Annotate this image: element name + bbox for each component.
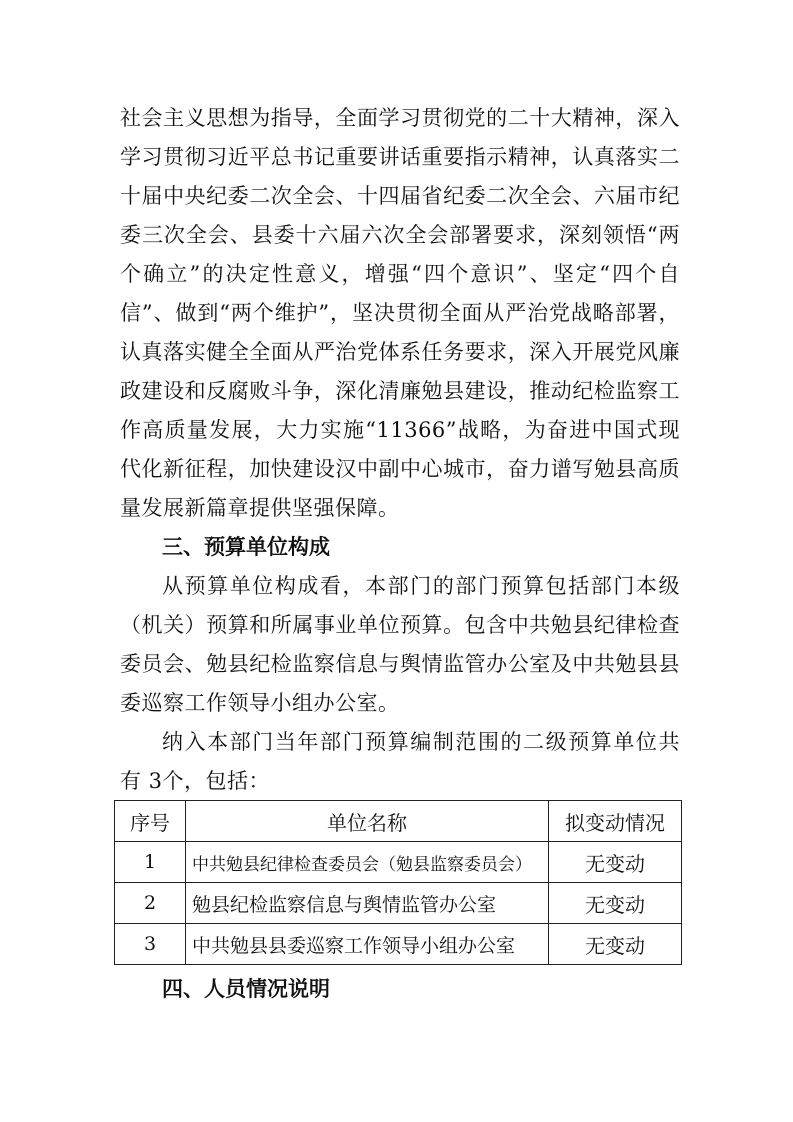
row-number: 3 <box>115 924 186 965</box>
table-row <box>115 924 682 965</box>
paragraph-line: 代化新征程，加快建设汉中副中心城市，奋力谱写勉县高质 <box>120 457 680 481</box>
table-row <box>115 883 682 924</box>
paragraph-line: 委巡察工作领导小组办公室。 <box>120 691 400 715</box>
paragraph-line: 十届中央纪委二次全会、十四届省纪委二次全会、六届市纪 <box>120 184 680 208</box>
paragraph-line: 作高质量发展，大力实施“11366”战略，为奋进中国式现 <box>120 418 680 442</box>
row-number: 1 <box>115 842 186 883</box>
paragraph-line: 量发展新篇章提供坚强保障。 <box>120 496 400 520</box>
paragraph-line: （机关）预算和所属事业单位预算。包含中共勉县纪律检查 <box>120 613 680 637</box>
paragraph-line: 认真落实健全全面从严治党体系任务要求，深入开展党风廉 <box>120 340 680 364</box>
paragraph-line: 信”、做到“两个维护”，坚决贯彻全面从严治党战略部署， <box>120 301 680 325</box>
column-header-number: 序号 <box>115 801 186 842</box>
row-number: 2 <box>115 883 186 924</box>
paragraph-line: 学习贯彻习近平总书记重要讲话重要指示精神，认真落实二 <box>120 145 680 169</box>
paragraph-line: 从预算单位构成看，本部门的部门预算包括部门本级 <box>162 574 680 598</box>
table-header-row <box>115 801 682 842</box>
change-status: 无变动 <box>549 842 682 883</box>
paragraph-line: 委员会、勉县纪检监察信息与舆情监管办公室及中共勉县县 <box>120 652 680 676</box>
budget-units-table <box>114 800 682 965</box>
section-heading: 三、预算单位构成 <box>162 535 330 559</box>
change-status: 无变动 <box>549 924 682 965</box>
paragraph-line: 政建设和反腐败斗争，深化清廉勉县建设，推动纪检监察工 <box>120 379 680 403</box>
table-row <box>115 842 682 883</box>
unit-name: 中共勉县县委巡察工作领导小组办公室 <box>186 924 549 965</box>
paragraph-line: 社会主义思想为指导，全面学习贯彻党的二十大精神，深入 <box>120 106 680 130</box>
paragraph-line: 有 3个，包括： <box>120 769 271 793</box>
column-header-change: 拟变动情况 <box>549 801 682 842</box>
section-heading: 四、人员情况说明 <box>162 977 330 1001</box>
unit-name: 勉县纪检监察信息与舆情监管办公室 <box>186 883 549 924</box>
column-header-unit-name: 单位名称 <box>186 801 549 842</box>
paragraph-line: 纳入本部门当年部门预算编制范围的二级预算单位共 <box>162 730 680 754</box>
change-status: 无变动 <box>549 883 682 924</box>
paragraph-line: 个确立”的决定性意义，增强“四个意识”、坚定“四个自 <box>120 262 680 286</box>
unit-name: 中共勉县纪律检查委员会（勉县监察委员会） <box>186 842 549 883</box>
paragraph-line: 委三次全会、县委十六届六次全会部署要求，深刻领悟“两 <box>120 223 680 247</box>
